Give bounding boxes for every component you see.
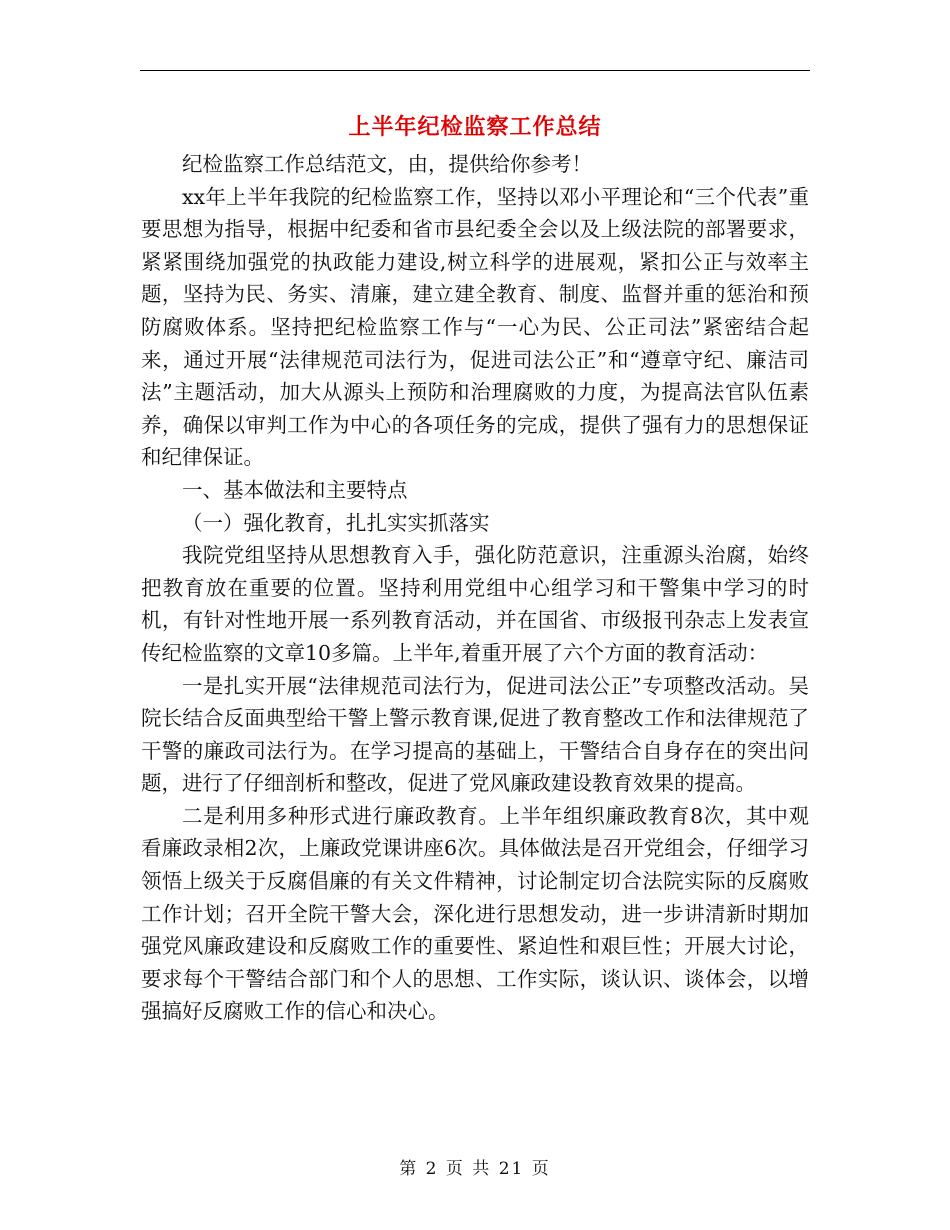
document-body <box>141 148 809 1028</box>
paragraph-point-2: 二是利用多种形式进行廉政教育。上半年组织廉政教育8次，其中观看廉政录相2次，上廉政党课讲座6次。具体做法是召开党组会，仔细学习领悟上级关于反腐倡廉的有关文件精神，讨论制定切合法院实际的反腐败工作计划；召开全院干警大会，深化进行思想发动，进一步讲清新时期加强党风廉政建设和反腐败工作的重要性、紧迫性和艰巨性；开展大讨论，要求每个干警结合部门和个人的思想、工作实际，谈认识、谈体会，以增强搞好反腐败工作的信心和决心。 <box>141 803 809 1024</box>
header-rule <box>140 70 810 71</box>
paragraph-intro: 纪检监察工作总结范文，由，提供给你参考！ <box>182 152 592 176</box>
heading-section-1: 一、基本做法和主要特点 <box>182 477 408 502</box>
heading-subsection-1: （一）强化教育，扎扎实实抓落实 <box>182 510 490 535</box>
paragraph-summary: xx年上半年我院的纪检监察工作，坚持以邓小平理论和“三个代表”重要思想为指导，根据中纪委和省市县纪委全会以及上级法院的部署要求，紧紧围绕加强党的执政能力建设,树立科学的进展观，紧扣公正与效率主题，坚持为民、务实、清廉，建立建全教育、制度、监督并重的惩治和预防腐败体系。坚持把纪检监察工作与“一心为民、公正司法”紧密结合起来，通过开展“法律规范司法行为，促进司法公正”和“遵章守纪、廉洁司法”主题活动，加大从源头上预防和治理腐败的力度，为提高法官队伍素养，确保以审判工作为中心的各项任务的完成，提供了强有力的思想保证和纪律保证。 <box>141 184 809 470</box>
paragraph-education: 我院党组坚持从思想教育入手，强化防范意识，注重源头治腐，始终把教育放在重要的位置。坚持利用党组中心组学习和干警集中学习的时机，有针对性地开展一系列教育活动，并在国省、市级报刊杂志上发表宣传纪检监察的文章10多篇。上半年,着重开展了六个方面的教育活动： <box>141 543 809 665</box>
page-number-footer: 第 2 页 共 21 页 <box>399 1159 551 1179</box>
document-title: 上半年纪检监察工作总结 <box>348 114 602 140</box>
paragraph-point-1: 一是扎实开展“法律规范司法行为，促进司法公正”专项整改活动。吴院长结合反面典型给干警上警示教育课,促进了教育整改工作和法律规范了干警的廉政司法行为。在学习提高的基础上，干警结合自身存在的突出问题，进行了仔细剖析和整改，促进了党风廉政建设教育效果的提高。 <box>141 673 809 796</box>
